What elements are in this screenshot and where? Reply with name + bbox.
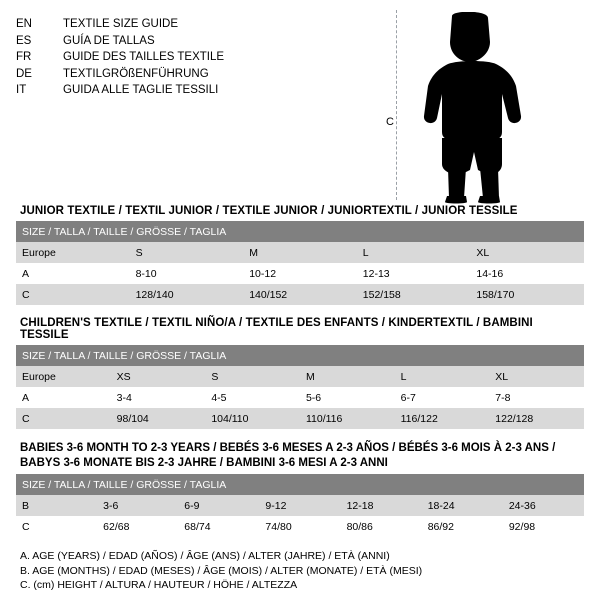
child-silhouette-icon [414, 12, 534, 204]
table-row [16, 516, 584, 537]
measurement-figure [382, 10, 562, 205]
section-title-junior: JUNIOR TEXTILE / TEXTIL JUNIOR / TEXTILE JUNIOR / JUNIORTEXTIL / JUNIOR TESSILE [20, 205, 518, 217]
cell: 7-8 [489, 387, 584, 408]
column-header-region: Europe [16, 242, 130, 263]
section-title-children: CHILDREN'S TEXTILE / TEXTIL NIÑO/A / TEXTILE DES ENFANTS / KINDERTEXTIL / BAMBINI TESSILE [20, 317, 533, 341]
measure-label-c: C [386, 116, 394, 128]
cell: 86/92 [422, 516, 503, 537]
column-header-size: XL [470, 242, 584, 263]
footnote-b: B. AGE (MONTHS) / EDAD (MESES) / ÂGE (MOIS) / ALTER (MONATE) / ETÀ (MESI) [20, 564, 423, 577]
language-title: TEXTILE SIZE GUIDE [63, 18, 179, 30]
row-label: C [16, 284, 130, 305]
cell: 12-13 [357, 263, 471, 284]
column-header-size: L [357, 242, 471, 263]
cell: 4-5 [205, 387, 300, 408]
column-header-size: XL [489, 366, 584, 387]
row-label: B [16, 495, 97, 516]
cell: 6-9 [178, 495, 259, 516]
section-title-babies [20, 441, 584, 470]
table-header-label: SIZE / TALLA / TAILLE / GRÖSSE / TAGLIA [16, 474, 584, 495]
cell: 14-16 [470, 263, 584, 284]
table-row [16, 387, 584, 408]
cell: 80/86 [341, 516, 422, 537]
cell: 98/104 [111, 408, 206, 429]
size-table-junior [16, 221, 584, 305]
cell: 128/140 [130, 284, 244, 305]
cell: 3-4 [111, 387, 206, 408]
section-title-babies-line1: BABIES 3-6 MONTH TO 2-3 YEARS / BEBÉS 3-6 MESES A 2-3 AÑOS / BÉBÉS 3-6 MOIS À 2-3 ANS / [20, 442, 556, 454]
table-header-label: SIZE / TALLA / TAILLE / GRÖSSE / TAGLIA [16, 345, 584, 366]
column-header-size: S [205, 366, 300, 387]
column-header-size: S [130, 242, 244, 263]
cell: 18-24 [422, 495, 503, 516]
section-title-babies-line2: BABYS 3-6 MONATE BIS 2-3 JAHRE / BAMBINI 3-6 MESI A 2-3 ANNI [20, 456, 388, 469]
cell: 68/74 [178, 516, 259, 537]
cell: 74/80 [259, 516, 340, 537]
header [16, 14, 584, 205]
cell: 6-7 [395, 387, 490, 408]
footnotes [20, 549, 584, 593]
cell: 3-6 [97, 495, 178, 516]
row-label: A [16, 263, 130, 284]
language-code: DE [16, 67, 32, 80]
language-row [16, 33, 224, 50]
cell: 24-36 [503, 495, 584, 516]
cell: 10-12 [243, 263, 357, 284]
table-row [16, 263, 584, 284]
table-header-row [16, 221, 584, 242]
footnote-a: A. AGE (YEARS) / EDAD (AÑOS) / ÂGE (ANS) / ALTER (JAHRE) / ETÀ (ANNI) [20, 550, 390, 562]
cell: 12-18 [341, 495, 422, 516]
language-title: GUIDE DES TAILLES TEXTILE [63, 51, 225, 63]
language-row [16, 66, 224, 83]
column-header-size: M [300, 366, 395, 387]
row-label: C [16, 408, 111, 429]
table-row [16, 408, 584, 429]
size-table-children [16, 345, 584, 429]
column-header-size: XS [111, 366, 206, 387]
language-title: GUIDA ALLE TAGLIE TESSILI [63, 84, 219, 96]
cell: 9-12 [259, 495, 340, 516]
size-table-babies [16, 474, 584, 537]
language-code: FR [16, 51, 32, 63]
table-row [16, 495, 584, 516]
cell: 92/98 [503, 516, 584, 537]
cell: 104/110 [205, 408, 300, 429]
cell: 158/170 [470, 284, 584, 305]
row-label: A [16, 387, 111, 408]
cell: 110/116 [300, 408, 395, 429]
height-measure-line [396, 10, 397, 200]
column-header-size: L [395, 366, 490, 387]
language-title: GUÍA DE TALLAS [63, 34, 155, 47]
language-code: EN [16, 18, 32, 30]
table-header-row [16, 345, 584, 366]
cell: 140/152 [243, 284, 357, 305]
language-title: TEXTILGRÖßENFÜHRUNG [63, 67, 209, 80]
language-row [16, 49, 224, 66]
language-code: IT [16, 84, 27, 96]
table-row [16, 242, 584, 263]
table-row [16, 366, 584, 387]
row-label: C [16, 516, 97, 537]
cell: 8-10 [130, 263, 244, 284]
cell: 5-6 [300, 387, 395, 408]
cell: 62/68 [97, 516, 178, 537]
footnote-c: C. (cm) HEIGHT / ALTURA / HAUTEUR / HÖHE / ALTEZZA [20, 579, 298, 591]
language-row [16, 16, 224, 33]
table-row [16, 284, 584, 305]
table-header-label: SIZE / TALLA / TAILLE / GRÖSSE / TAGLIA [16, 221, 584, 242]
cell: 116/122 [395, 408, 490, 429]
column-header-size: M [243, 242, 357, 263]
language-title-list [16, 16, 224, 99]
cell: 152/158 [357, 284, 471, 305]
cell: 122/128 [489, 408, 584, 429]
table-header-row [16, 474, 584, 495]
language-row [16, 82, 224, 99]
column-header-region: Europe [16, 366, 111, 387]
language-code: ES [16, 34, 32, 47]
